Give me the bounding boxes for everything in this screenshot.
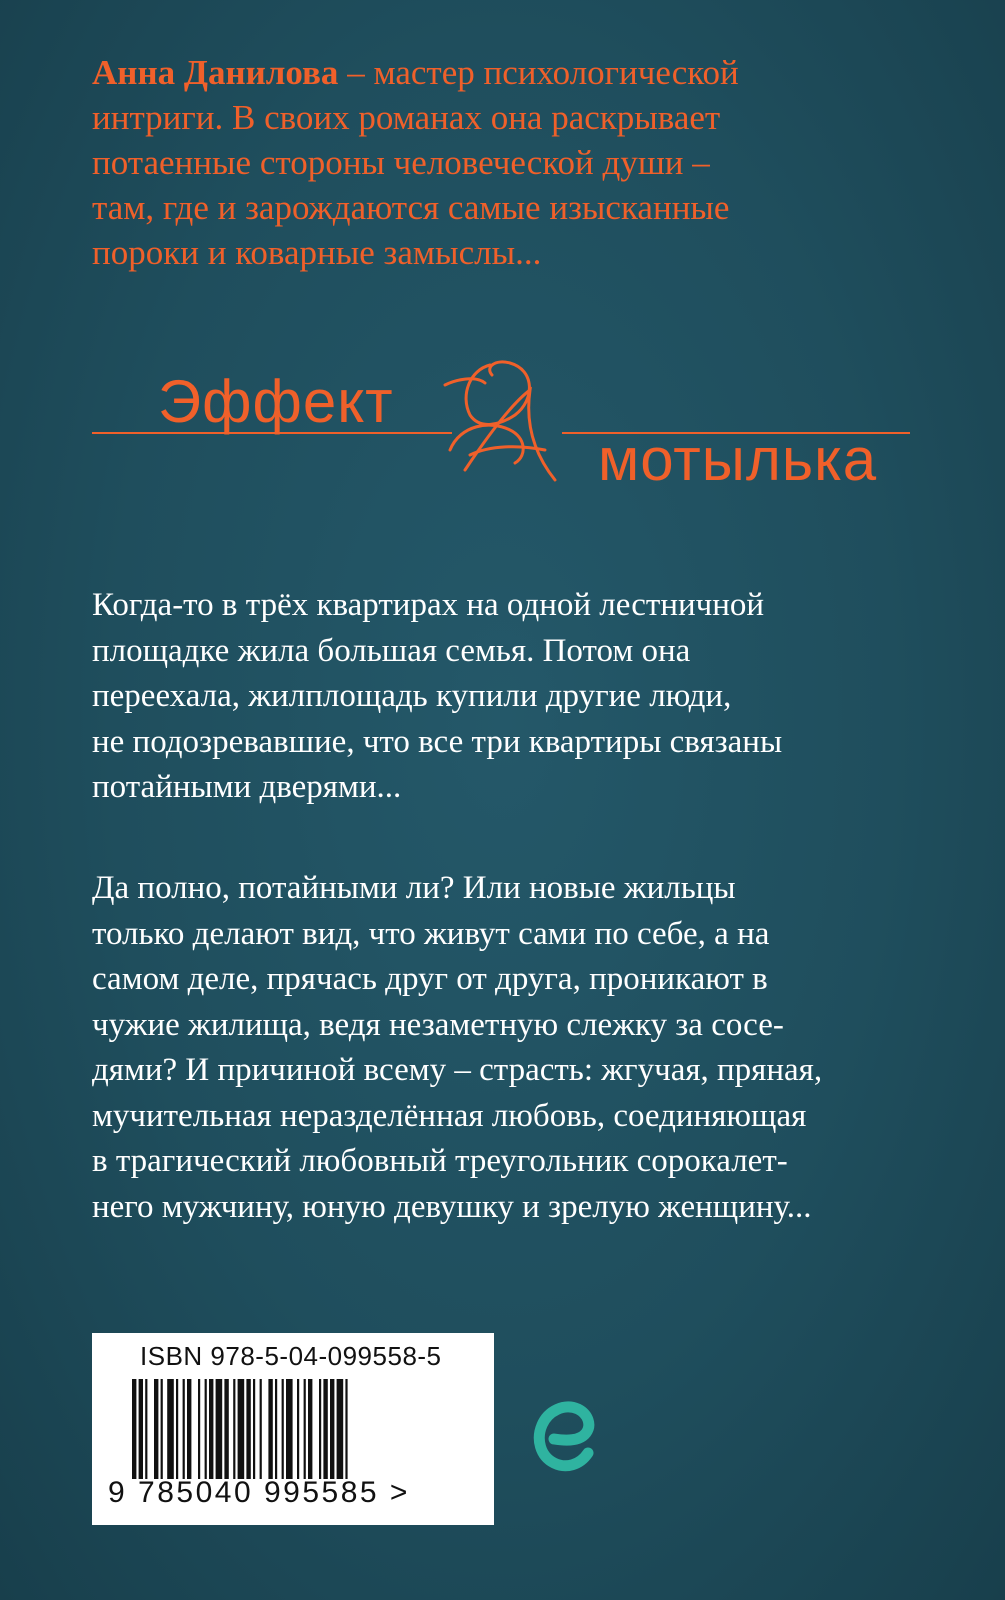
barcode-bar <box>233 1379 235 1479</box>
isbn-text: ISBN 978-5-04-099558-5 <box>140 1341 442 1371</box>
barcode-bar <box>308 1379 312 1479</box>
text-line: него мужчину, юную девушку и зрелую женщину... <box>92 1188 812 1225</box>
barcode-bar <box>253 1379 255 1479</box>
barcode-bar <box>145 1379 147 1479</box>
barcode-bar <box>176 1379 178 1479</box>
text-line: чужие жилища, ведя незаметную слежку за сосе- <box>92 1006 784 1043</box>
author-name: Анна Данилова <box>92 53 339 92</box>
text-line: площадке жила большая семья. Потом она <box>92 632 691 669</box>
barcode-bar <box>198 1379 200 1479</box>
text-line: переехала, жилплощадь купили другие люди, <box>92 678 732 714</box>
barcode-bar <box>183 1379 185 1479</box>
da-monogram-icon <box>430 345 580 495</box>
synopsis-paragraph-1 <box>92 583 952 811</box>
barcode-bar <box>238 1379 245 1479</box>
barcode-bar <box>216 1379 223 1479</box>
isbn-barcode <box>92 1333 494 1525</box>
text-line: дями? И причиной всему – страсть: жгучая, пряная, <box>92 1052 823 1088</box>
title-word-2: мотылька <box>598 426 878 493</box>
title-word-1: Эффект <box>158 368 394 435</box>
synopsis-paragraph-2 <box>92 866 952 1230</box>
barcode-bar <box>323 1379 327 1479</box>
barcode-bar <box>286 1379 293 1479</box>
blurb-line: потаенные стороны человеческой души – <box>92 143 710 182</box>
text-line: Да полно, потайными ли? Или новые жильцы <box>92 870 736 906</box>
barcode-bar <box>132 1379 136 1479</box>
barcode-bar <box>345 1379 347 1479</box>
barcode-bars <box>130 1379 455 1479</box>
blurb-line: пороки и коварные замыслы... <box>92 233 542 272</box>
barcode-bar <box>275 1379 277 1479</box>
barcode-bar <box>161 1379 163 1479</box>
barcode-bar <box>154 1379 158 1479</box>
barcode-bar <box>319 1379 321 1479</box>
blurb-line: интриги. В своих романах она раскрывает <box>92 98 721 137</box>
text-line: в трагический любовный треугольник сорокалет- <box>92 1143 788 1179</box>
text-line: потайными дверями... <box>92 769 402 805</box>
text-line: мучительная неразделённая любовь, соединяющая <box>92 1097 807 1134</box>
barcode-bar <box>304 1379 306 1479</box>
blurb-line: там, где и зарождаются самые изысканные <box>92 188 730 227</box>
eksmo-e-logo-icon <box>530 1395 602 1473</box>
barcode-digits: 9 785040 995585 > <box>108 1476 410 1509</box>
barcode-bar <box>139 1379 143 1479</box>
text-line: только делают вид, что живут сами по себе, а на <box>92 915 770 952</box>
blurb-line: Анна Данилова – мастер психологической <box>92 53 739 92</box>
text-line: не подозревавшие, что все три квартиры связаны <box>92 723 783 760</box>
text-line: самом деле, прячась друг от друга, проникают в <box>92 961 768 997</box>
barcode-bar <box>246 1379 250 1479</box>
author-blurb <box>92 50 932 275</box>
barcode-bar <box>268 1379 272 1479</box>
barcode-bar <box>209 1379 213 1479</box>
barcode-bar <box>205 1379 207 1479</box>
barcode-bar <box>337 1379 344 1479</box>
barcode-bar <box>297 1379 299 1479</box>
barcode-bar <box>224 1379 228 1479</box>
barcode-bar <box>260 1379 262 1479</box>
barcode-bar <box>167 1379 174 1479</box>
book-title <box>0 345 1005 515</box>
barcode-bar <box>330 1379 334 1479</box>
barcode-bar <box>282 1379 284 1479</box>
barcode-bar <box>187 1379 191 1479</box>
text-line: Когда-то в трёх квартирах на одной лестничной <box>92 587 765 623</box>
